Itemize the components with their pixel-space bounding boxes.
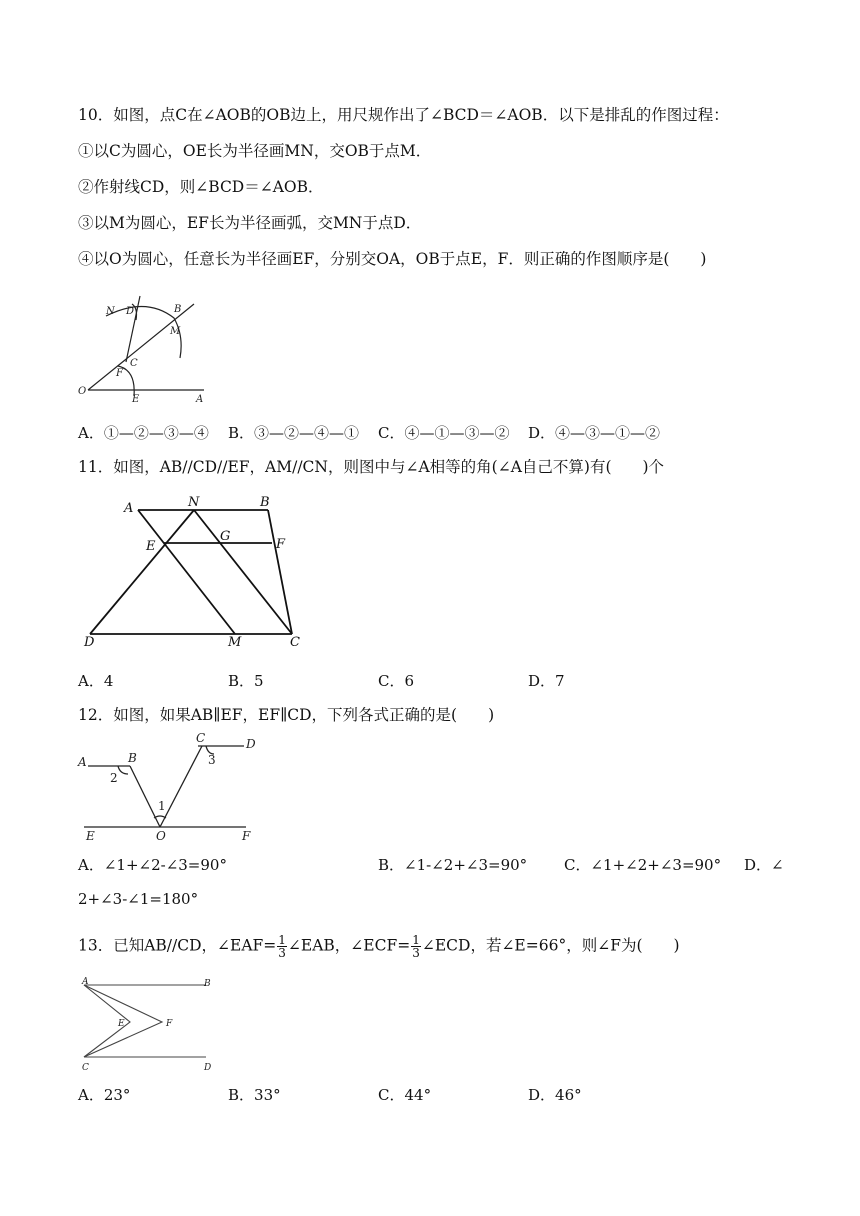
q10-options — [78, 422, 798, 444]
q13-stem-part-3: ∠ECD，若∠E=66°，则∠F为( ) — [421, 936, 680, 955]
segment-oc — [160, 746, 202, 827]
q10-label-c: C — [130, 358, 138, 369]
q13-stem — [78, 934, 680, 959]
q10-label-f: F — [116, 368, 123, 379]
q12-label-f: F — [242, 829, 251, 843]
q11-label-m: M — [228, 635, 242, 650]
q13-fraction-1 — [277, 934, 287, 959]
q10-step-4: ④以O为圆心，任意长为半径画EF，分别交OA，OB于点E，F．则正确的作图顺序是( ) — [78, 250, 707, 268]
q13-fraction-2-denominator: 3 — [412, 946, 420, 960]
segment-nd — [90, 510, 194, 634]
q11-label-e: E — [146, 539, 156, 554]
q12-stem: 12．如图，如果AB∥EF，EF∥CD，下列各式正确的是( ) — [78, 706, 495, 724]
q12-option-a[interactable]: A．∠1+∠2-∠3=90° — [78, 856, 227, 874]
q10-figure — [76, 290, 216, 405]
q11-label-g: G — [220, 529, 231, 544]
q12-label-b: B — [128, 751, 137, 765]
arc-1 — [154, 816, 166, 818]
q12-option-b[interactable]: B．∠1-∠2+∠3=90° — [378, 856, 528, 874]
q10-label-d: D — [126, 306, 135, 317]
q11-label-c: C — [290, 635, 300, 650]
q13-fraction-1-denominator: 3 — [278, 946, 286, 960]
q13-fraction-2 — [411, 934, 421, 959]
q12-option-d-continued: 2+∠3-∠1=180° — [78, 890, 199, 908]
q12-label-angle-3: 3 — [208, 753, 216, 767]
q12-label-c: C — [196, 731, 206, 745]
q13-label-f: F — [166, 1019, 173, 1029]
q11-options — [78, 670, 798, 692]
q13-label-c: C — [82, 1063, 89, 1073]
q13-figure — [78, 978, 223, 1073]
q12-label-angle-1: 1 — [158, 799, 166, 813]
q13-label-e: E — [118, 1019, 125, 1029]
q13-option-d[interactable]: D．46° — [528, 1086, 582, 1104]
q11-option-c[interactable]: C．6 — [378, 672, 415, 690]
q13-stem-part-2: ∠EAB，∠ECF= — [287, 936, 411, 955]
q12-label-angle-2: 2 — [110, 771, 118, 785]
q11-label-n: N — [188, 495, 200, 510]
q11-label-f: F — [276, 537, 286, 552]
q10-label-o: O — [78, 386, 87, 397]
q10-label-m: M — [170, 326, 181, 337]
segment-bc — [268, 510, 292, 634]
q13-label-a: A — [82, 977, 89, 987]
q11-option-a[interactable]: A．4 — [78, 672, 114, 690]
q12-label-e: E — [86, 829, 95, 843]
q13-stem-part-1: 13．已知AB//CD，∠EAF= — [78, 936, 277, 955]
q10-label-b: B — [174, 304, 182, 315]
q12-label-a: A — [78, 755, 87, 769]
q10-option-c[interactable]: C．④—①—③—② — [378, 424, 510, 442]
ray-ob — [88, 304, 194, 390]
q13-fraction-1-numerator: 1 — [278, 933, 286, 947]
arc-2 — [118, 766, 128, 774]
q11-label-a: A — [124, 501, 134, 516]
q12-figure — [78, 730, 268, 842]
q11-label-d: D — [84, 635, 95, 650]
q13-option-a[interactable]: A．23° — [78, 1086, 131, 1104]
q12-label-o: O — [156, 829, 166, 843]
q11-option-d[interactable]: D．7 — [528, 672, 565, 690]
q10-option-b[interactable]: B．③—②—④—① — [228, 424, 360, 442]
q10-step-1: ①以C为圆心，OE长为半径画MN，交OB于点M． — [78, 142, 432, 160]
q13-option-b[interactable]: B．33° — [228, 1086, 281, 1104]
q13-label-b: B — [204, 979, 211, 989]
q11-figure — [80, 492, 310, 652]
q10-stem: 10．如图，点C在∠AOB的OB边上，用尺规作出了∠BCD＝∠AOB．以下是排乱的作图过程： — [78, 106, 729, 124]
q13-option-c[interactable]: C．44° — [378, 1086, 432, 1104]
q10-option-d[interactable]: D．④—③—①—② — [528, 424, 661, 442]
q13-options — [78, 1084, 798, 1106]
q10-step-3: ③以M为圆心，EF长为半径画弧，交MN于点D． — [78, 214, 422, 232]
q10-label-e: E — [132, 394, 140, 405]
q11-label-b: B — [260, 495, 270, 510]
q11-option-b[interactable]: B．5 — [228, 672, 264, 690]
q11-stem: 11．如图，AB//CD//EF，AM//CN，则图中与∠A相等的角(∠A自己不算)有( )个 — [78, 458, 665, 476]
q12-options — [78, 854, 798, 876]
q13-label-d: D — [204, 1063, 212, 1073]
q10-label-n: N — [106, 306, 115, 317]
q12-option-c[interactable]: C．∠1+∠2+∠3=90° — [564, 856, 722, 874]
segment-nc — [194, 510, 292, 634]
q10-step-2: ②作射线CD，则∠BCD＝∠AOB． — [78, 178, 324, 196]
q10-option-a[interactable]: A．①—②—③—④ — [78, 424, 209, 442]
q13-fraction-2-numerator: 1 — [412, 933, 420, 947]
q12-label-d: D — [246, 737, 256, 751]
q12-option-d[interactable]: D．∠ — [744, 856, 784, 874]
q10-label-a: A — [196, 394, 204, 405]
